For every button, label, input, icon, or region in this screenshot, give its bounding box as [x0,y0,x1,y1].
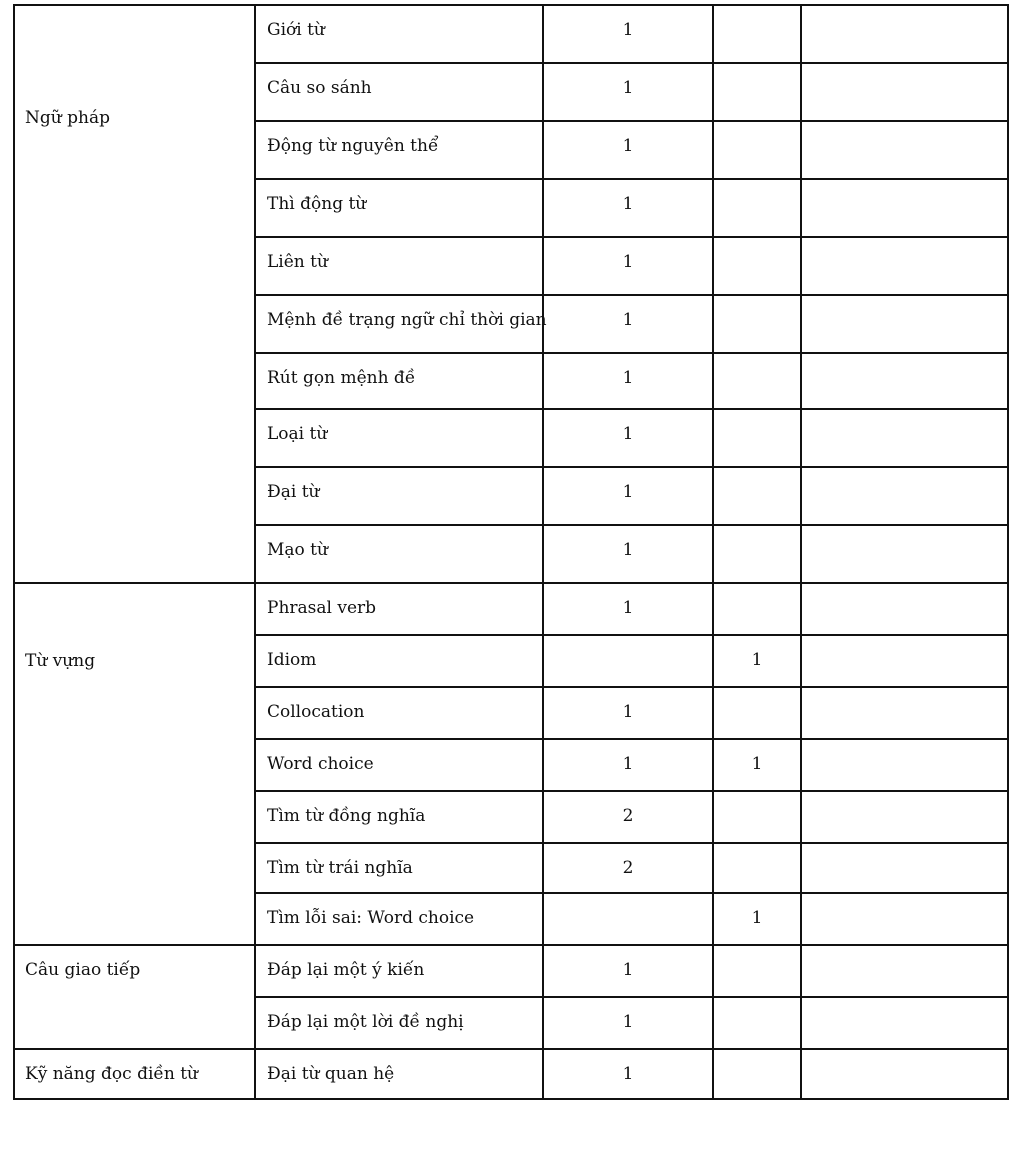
count-cell-1 [543,583,713,635]
count-value [802,636,1007,649]
topic-cell [255,295,547,353]
topic-label: Tìm từ trái nghĩa [267,858,413,878]
count-cell-3 [801,635,1008,687]
topic-cell [255,5,543,63]
topic-cell [255,997,543,1049]
topic-label: Liên từ [267,252,328,272]
count-cell-3 [801,121,1008,179]
topic-cell [255,409,543,467]
count-value [802,238,1007,251]
count-cell-1 [543,843,713,893]
count-cell-3 [801,945,1008,997]
count-value: 1 [751,754,763,774]
count-value: 1 [622,960,634,980]
topic-cell [255,237,543,295]
count-cell-2 [713,1049,801,1099]
matrix-table [13,4,1009,1100]
count-cell-3 [801,687,1008,739]
count-cell-2 [713,583,801,635]
count-cell-2 [713,121,801,179]
topic-cell [255,739,543,791]
count-cell-2 [713,353,801,409]
count-cell-3 [801,295,1008,353]
count-value [802,946,1007,959]
topic-cell [255,353,543,409]
count-cell-3 [801,467,1008,525]
count-value [714,410,800,423]
topic-cell [255,525,543,583]
count-cell-1 [543,409,713,467]
topic-cell [255,893,543,945]
count-cell-3 [801,893,1008,945]
count-value [714,296,800,309]
count-value [714,354,800,367]
count-cell-1 [543,893,713,945]
count-value: 1 [622,368,634,388]
count-value [802,584,1007,597]
count-cell-1 [543,1049,713,1099]
topic-label: Loại từ [267,424,328,444]
topic-cell [255,63,543,121]
count-value: 1 [622,482,634,502]
count-value [802,998,1007,1011]
count-value: 1 [622,540,634,560]
count-cell-1 [543,997,713,1049]
count-value: 1 [622,78,634,98]
count-value [802,122,1007,135]
topic-label: Giới từ [267,20,325,40]
count-cell-1 [543,121,713,179]
count-value: 1 [622,1064,634,1084]
count-cell-2 [713,179,801,237]
count-value [714,946,800,959]
count-cell-1 [543,353,713,409]
topic-label: Rút gọn mệnh đề [267,368,416,388]
count-cell-2 [713,237,801,295]
count-cell-3 [801,5,1008,63]
table-row [14,5,1008,63]
count-value [544,894,712,907]
count-cell-1 [543,467,713,525]
count-cell-2 [713,997,801,1049]
count-cell-2 [713,893,801,945]
topic-label: Đáp lại một ý kiến [267,960,425,980]
count-value [802,894,1007,907]
table-row [14,583,1008,635]
count-value [714,526,800,539]
topic-cell [255,179,543,237]
topic-cell [255,1049,543,1099]
count-cell-1 [543,739,713,791]
count-value [802,844,1007,857]
table-row [14,1049,1008,1099]
count-cell-2 [713,945,801,997]
count-value: 1 [751,908,763,928]
topic-label: Mạo từ [267,540,328,560]
topic-label: Mệnh đề trạng ngữ chỉ thời gian [267,310,547,330]
count-cell-3 [801,997,1008,1049]
topic-label: Tìm lỗi sai: Word choice [267,908,475,928]
count-cell-3 [801,179,1008,237]
count-value: 1 [622,754,634,774]
category-label: Ngữ pháp [25,108,110,128]
count-value [714,688,800,701]
count-cell-3 [801,409,1008,467]
count-value [544,636,712,649]
category-cell [14,945,255,1049]
count-value: 1 [622,252,634,272]
count-value [714,122,800,135]
count-value [802,740,1007,753]
count-cell-2 [713,635,801,687]
topic-cell [255,791,543,843]
count-value [802,410,1007,423]
count-value [714,584,800,597]
topic-cell [255,687,543,739]
category-cell [14,5,255,583]
count-value [714,844,800,857]
count-cell-3 [801,237,1008,295]
count-cell-3 [801,1049,1008,1099]
count-cell-2 [713,63,801,121]
category-cell [14,1049,255,1099]
count-value: 1 [622,194,634,214]
count-value: 1 [622,424,634,444]
category-label: Từ vựng [25,651,96,671]
count-value [802,6,1007,19]
topic-cell [255,843,543,893]
count-value [802,688,1007,701]
count-value: 1 [622,598,634,618]
count-cell-3 [801,843,1008,893]
count-value: 1 [622,1012,634,1032]
count-cell-2 [713,687,801,739]
count-cell-2 [713,525,801,583]
count-cell-1 [543,179,713,237]
topic-label: Động từ nguyên thể [267,136,439,156]
count-cell-1 [543,635,713,687]
count-cell-2 [713,409,801,467]
topic-label: Thì động từ [267,194,367,214]
topic-cell [255,467,543,525]
count-value [802,526,1007,539]
table-row [14,945,1008,997]
count-value [714,180,800,193]
count-value: 2 [622,806,634,826]
topic-label: Câu so sánh [267,78,372,98]
topic-label: Idiom [267,650,317,670]
count-value: 1 [622,702,634,722]
topic-cell [255,583,543,635]
count-cell-1 [543,525,713,583]
topic-label: Collocation [267,702,365,722]
count-value: 2 [622,858,634,878]
category-label: Kỹ năng đọc điền từ [25,1064,198,1084]
topic-label: Phrasal verb [267,598,377,618]
topic-label: Word choice [267,754,374,774]
topic-cell [255,121,543,179]
count-cell-3 [801,739,1008,791]
count-value [802,354,1007,367]
count-cell-3 [801,63,1008,121]
count-value [802,180,1007,193]
count-cell-2 [713,5,801,63]
topic-cell [255,945,543,997]
topic-cell [255,635,543,687]
count-cell-3 [801,525,1008,583]
count-value [714,1050,800,1063]
count-cell-1 [543,295,713,353]
count-cell-2 [713,739,801,791]
count-value [802,1050,1007,1063]
count-cell-2 [713,295,801,353]
count-cell-1 [543,791,713,843]
topic-label: Đại từ [267,482,320,502]
count-cell-1 [543,5,713,63]
count-cell-3 [801,791,1008,843]
count-value [802,468,1007,481]
count-cell-2 [713,791,801,843]
count-value [714,468,800,481]
count-value [802,296,1007,309]
count-value [714,6,800,19]
topic-label: Tìm từ đồng nghĩa [267,806,426,826]
count-value: 1 [622,20,634,40]
count-cell-1 [543,63,713,121]
count-cell-2 [713,843,801,893]
category-cell [14,583,255,945]
count-value: 1 [622,310,634,330]
count-cell-3 [801,583,1008,635]
count-cell-1 [543,237,713,295]
count-value [714,238,800,251]
count-value [714,998,800,1011]
count-value [802,792,1007,805]
count-value [802,64,1007,77]
count-value: 1 [622,136,634,156]
count-cell-1 [543,945,713,997]
count-value: 1 [751,650,763,670]
count-value [714,64,800,77]
count-cell-3 [801,353,1008,409]
category-label: Câu giao tiếp [25,960,141,980]
count-cell-2 [713,467,801,525]
count-cell-1 [543,687,713,739]
topic-label: Đáp lại một lời đề nghị [267,1012,464,1032]
count-value [714,792,800,805]
topic-label: Đại từ quan hệ [267,1064,395,1084]
